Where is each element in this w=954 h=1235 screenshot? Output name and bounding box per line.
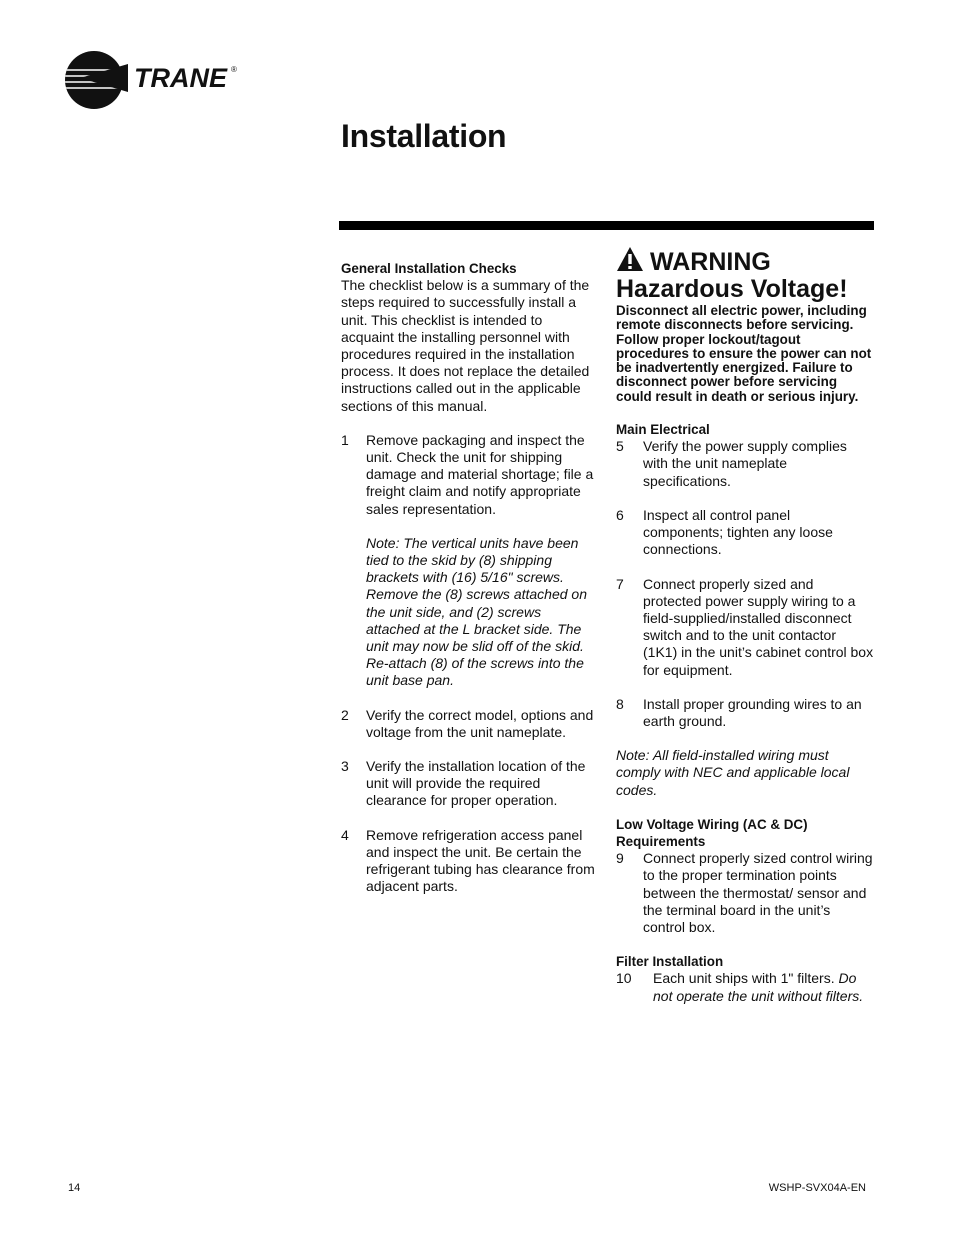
- warning-title: Hazardous Voltage!: [616, 275, 848, 303]
- item-number: 3: [341, 758, 349, 775]
- list-item: [341, 827, 595, 896]
- section-rule: [339, 221, 874, 230]
- item-text: Verify the power supply complies with the unit nameplate specifications.: [643, 438, 847, 489]
- item-text: Remove refrigeration access panel and inspect the unit. Be certain the refrigerant tubing has clearance from adjacent parts.: [366, 826, 595, 895]
- left-column: [341, 260, 595, 896]
- skid-note: Note: The vertical units have been tied to the skid by (8) shipping brackets with (16) 5/16" screws. Remove the (8) screws attached on the unit side, and (2) screws attached at the L bracket side. The unit may now be slid off of the skid. Re-attach (8) of the screws into the unit base pan.: [366, 534, 587, 689]
- page-number: 14: [68, 1182, 81, 1194]
- item-number: 1: [341, 431, 349, 448]
- item-text: Remove packaging and inspect the unit. Check the unit for shipping damage and material shortage; file a freight claim and notify appropriate sales representation.: [366, 431, 594, 517]
- item-text: Verify the correct model, options and voltage from the unit nameplate.: [366, 706, 594, 740]
- general-checks-intro: The checklist below is a summary of the steps required to successfully install a unit. This checklist is intended to acquaint the installing personnel with procedures required in the installation process. It does not replace the detailed instructions called out in the applicable sections of this manual.: [341, 277, 590, 414]
- registered-mark: ®: [231, 65, 237, 74]
- filter-heading: Filter Installation: [616, 954, 724, 970]
- list-item: [616, 576, 874, 679]
- item-text: Verify the installation location of the unit will provide the required clearance for proper operation.: [366, 758, 586, 809]
- item-number: 8: [616, 695, 624, 712]
- item-text: Connect properly sized and protected power supply wiring to a field-supplied/installed disconnect switch and to the unit contactor (1K1) in the unit’s cabinet control box for equipment.: [643, 575, 874, 678]
- item-text: Inspect all control panel components; tighten any loose connections.: [643, 506, 833, 558]
- trane-logo-mark: [64, 50, 244, 112]
- right-column: [616, 248, 874, 1005]
- item-number: 10: [616, 970, 632, 987]
- item-text: Install proper grounding wires to an earth ground.: [643, 695, 862, 729]
- item-number: 6: [616, 506, 624, 523]
- item-text: Each unit ships with 1" filters.: [653, 970, 835, 987]
- list-item: [341, 707, 595, 741]
- trane-logo: [64, 50, 244, 112]
- list-item: [616, 970, 874, 1004]
- item-number: 4: [341, 826, 349, 843]
- low-voltage-heading: Low Voltage Wiring (AC & DC) Requirements: [616, 816, 808, 849]
- warning-word: WARNING: [650, 248, 771, 276]
- list-item: [341, 432, 595, 518]
- main-electrical-heading: Main Electrical: [616, 422, 710, 438]
- list-item: [616, 696, 874, 730]
- item-text: Connect properly sized control wiring to the proper termination points between the thermostat/ sensor and the terminal board in the unit’s control box.: [643, 850, 873, 935]
- general-checks-heading: General Installation Checks: [341, 261, 517, 276]
- item-number: 9: [616, 850, 624, 867]
- item-number: 2: [341, 706, 349, 723]
- warning-block: [616, 246, 874, 404]
- warning-body: Disconnect all electric power, including remote disconnects before servicing. Follow proper lockout/tagout procedures to ensure the power can not be inadvertently energized. Failure to disconnect power before servicing could result in death or serious injury.: [616, 303, 872, 404]
- list-item: [616, 507, 874, 559]
- list-item: [341, 758, 595, 810]
- brand-name: TRANE: [134, 63, 227, 93]
- item-number: 7: [616, 575, 624, 592]
- list-item: [616, 438, 874, 490]
- item-number: 5: [616, 438, 624, 455]
- warning-triangle-icon: [616, 246, 644, 272]
- wiring-note: Note: All field-installed wiring must comply with NEC and applicable local codes.: [616, 747, 850, 798]
- page-title: Installation: [341, 118, 507, 154]
- filter-emphasis: Do not operate the unit without filters.: [653, 970, 864, 1004]
- list-item: [616, 850, 874, 936]
- document-code: WSHP-SVX04A-EN: [768, 1182, 866, 1194]
